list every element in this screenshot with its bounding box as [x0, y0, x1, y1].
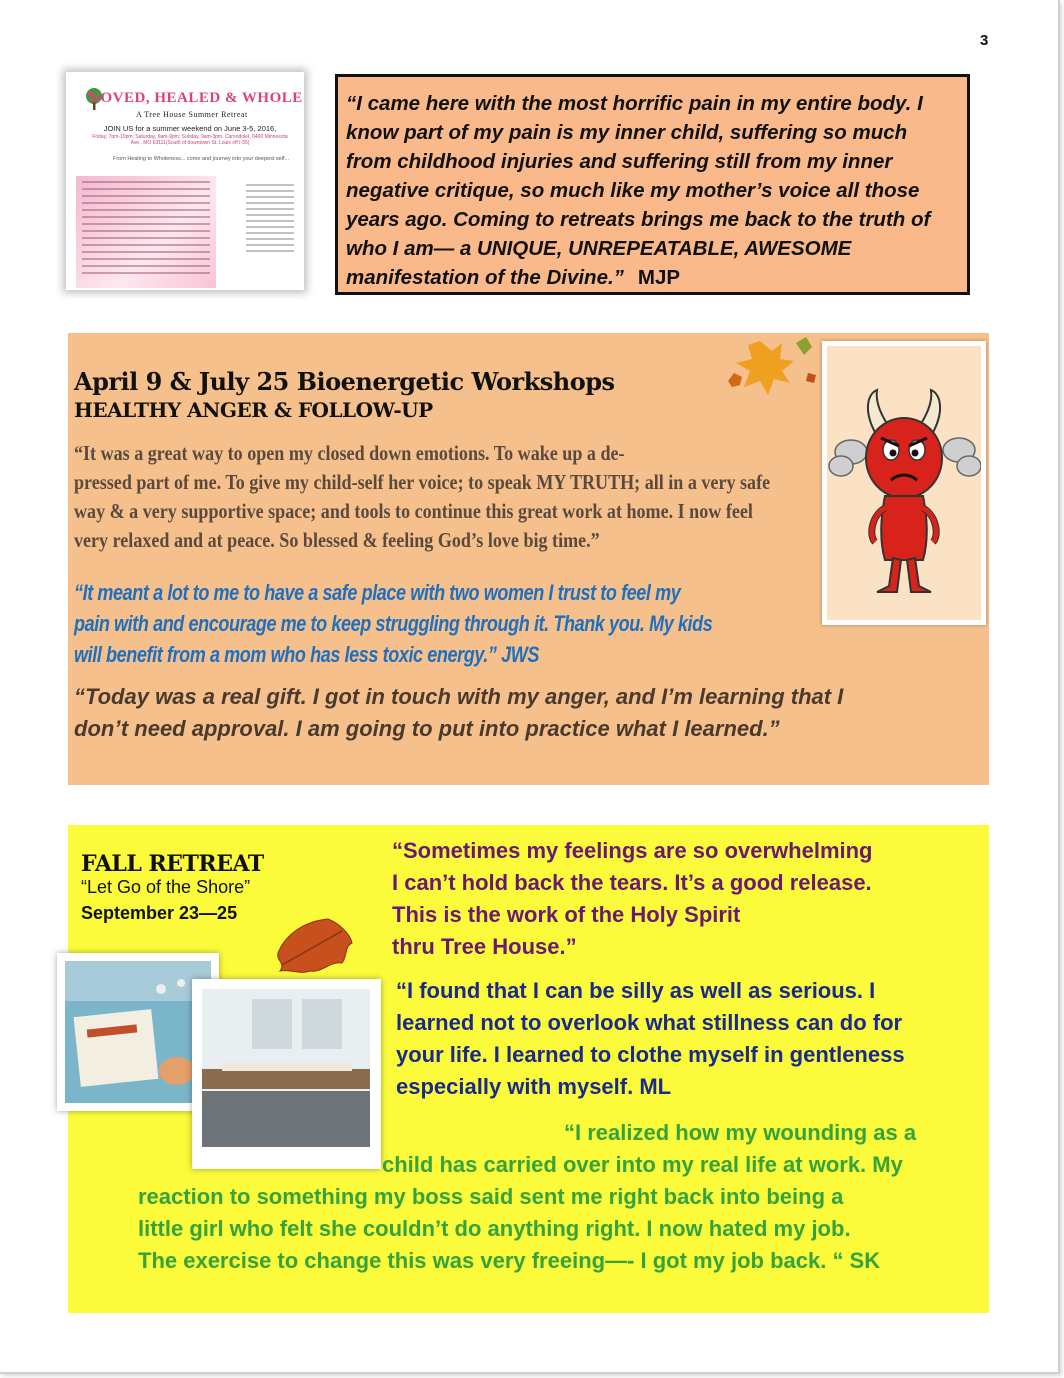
- retreat-room-photo: [192, 979, 381, 1169]
- devil-icon: [827, 346, 981, 620]
- fall-quote-sk-line-1: “I realized how my wounding as a: [564, 1120, 917, 1145]
- fall-quote-sk-rest: reaction to something my boss said sent me right back into being a little girl who felt she couldn’t do anything right. I now hated my job. The exercise to change this was very freeing—- I got my job back. “ SK: [138, 1184, 881, 1273]
- workshop-title: April 9 & July 25 Bioenergetic Workshops: [74, 367, 615, 396]
- workshop-quote-jws: “It meant a lot to me to have a safe place with two women I trust to feel my pain with and encourage me to keep struggling through it. Thank you. My kids will benefit from a mom who has less toxic energy.” JWS: [74, 580, 713, 667]
- summer-retreat-flyer-image: [66, 72, 304, 290]
- flyer-subtitle: A Tree House Summer Retreat: [136, 110, 248, 119]
- workshop-subtitle: HEALTHY ANGER & FOLLOW-UP: [74, 398, 433, 422]
- flyer-join-text: JOIN US for a summer weekend on June 3-5, 2016,: [103, 124, 277, 133]
- flyer-body-text-block: [76, 176, 216, 288]
- fall-quote-ml: “I found that I can be silly as well as serious. I learned not to overlook what stillness can do for your life. I learned to clothe myself in gentleness especially with myself. ML: [396, 978, 905, 1099]
- flyer-title: LOVED, HEALED & WHOLE: [90, 90, 303, 106]
- workshop-quote-3: “Today was a real gift. I got in touch with my anger, and I’m learning that I don’t need approval. I am going to put into practice what I learned.”: [74, 684, 844, 741]
- mjp-attribution: MJP: [637, 266, 681, 289]
- fall-quote-sk-line-2: child has carried over into my real life at work. My: [382, 1152, 903, 1177]
- flyer-headline: From Healing to Wholeness... come and journey into your deepest self...: [112, 156, 290, 162]
- fall-quote-purple: “Sometimes my feelings are so overwhelming I can’t hold back the tears. It’s a good release. This is the work of the Holy Spirit thru Tree House.”: [392, 838, 873, 959]
- autumn-leaves-icon: [720, 333, 820, 403]
- fall-retreat-title: FALL RETREAT: [81, 851, 264, 877]
- maple-leaf-icon: [272, 913, 356, 981]
- mjp-testimonial-box: [335, 74, 970, 295]
- workshop-quote-1: “It was a great way to open my closed down emotions. To wake up a de- pressed part of me. To give my child-self her voice; to speak MY TRUTH; all in a very safe way & a very supportive space; and tools to continue this great work at home. I now feel very relaxed and at peace. So blessed & feeling God’s love big time.”: [74, 441, 771, 552]
- fall-retreat-theme: “Let Go of the Shore”: [81, 877, 251, 897]
- page-number: 3: [980, 32, 989, 49]
- fall-retreat-section: [68, 825, 989, 1313]
- fall-retreat-dates: September 23—25: [81, 903, 238, 923]
- mjp-testimonial-text: “I came here with the most horrific pain in my entire body. I know part of my pain is my inner child, suffering so much from childhood injuries and suffering still from my inner negative critique, so much like my mother’s voice all those years ago. Coming to retreats brings me back to the truth of who I am— a UNIQUE, UNREPEATABLE, AWESOME manifestation of the Divine.” MJP: [346, 92, 931, 289]
- flyer-cost-block: [226, 180, 294, 252]
- angry-devil-cartoon-image: [822, 341, 986, 625]
- flyer-details: Friday, 7pm-10pm; Saturday, 9am-9pm; Sunday, 9am-3pm. Carondolet, 6400 Minnesota Ave., MO 63111(South of downtown St. Louis off I-55): [92, 134, 288, 146]
- workshop-section: [68, 333, 989, 785]
